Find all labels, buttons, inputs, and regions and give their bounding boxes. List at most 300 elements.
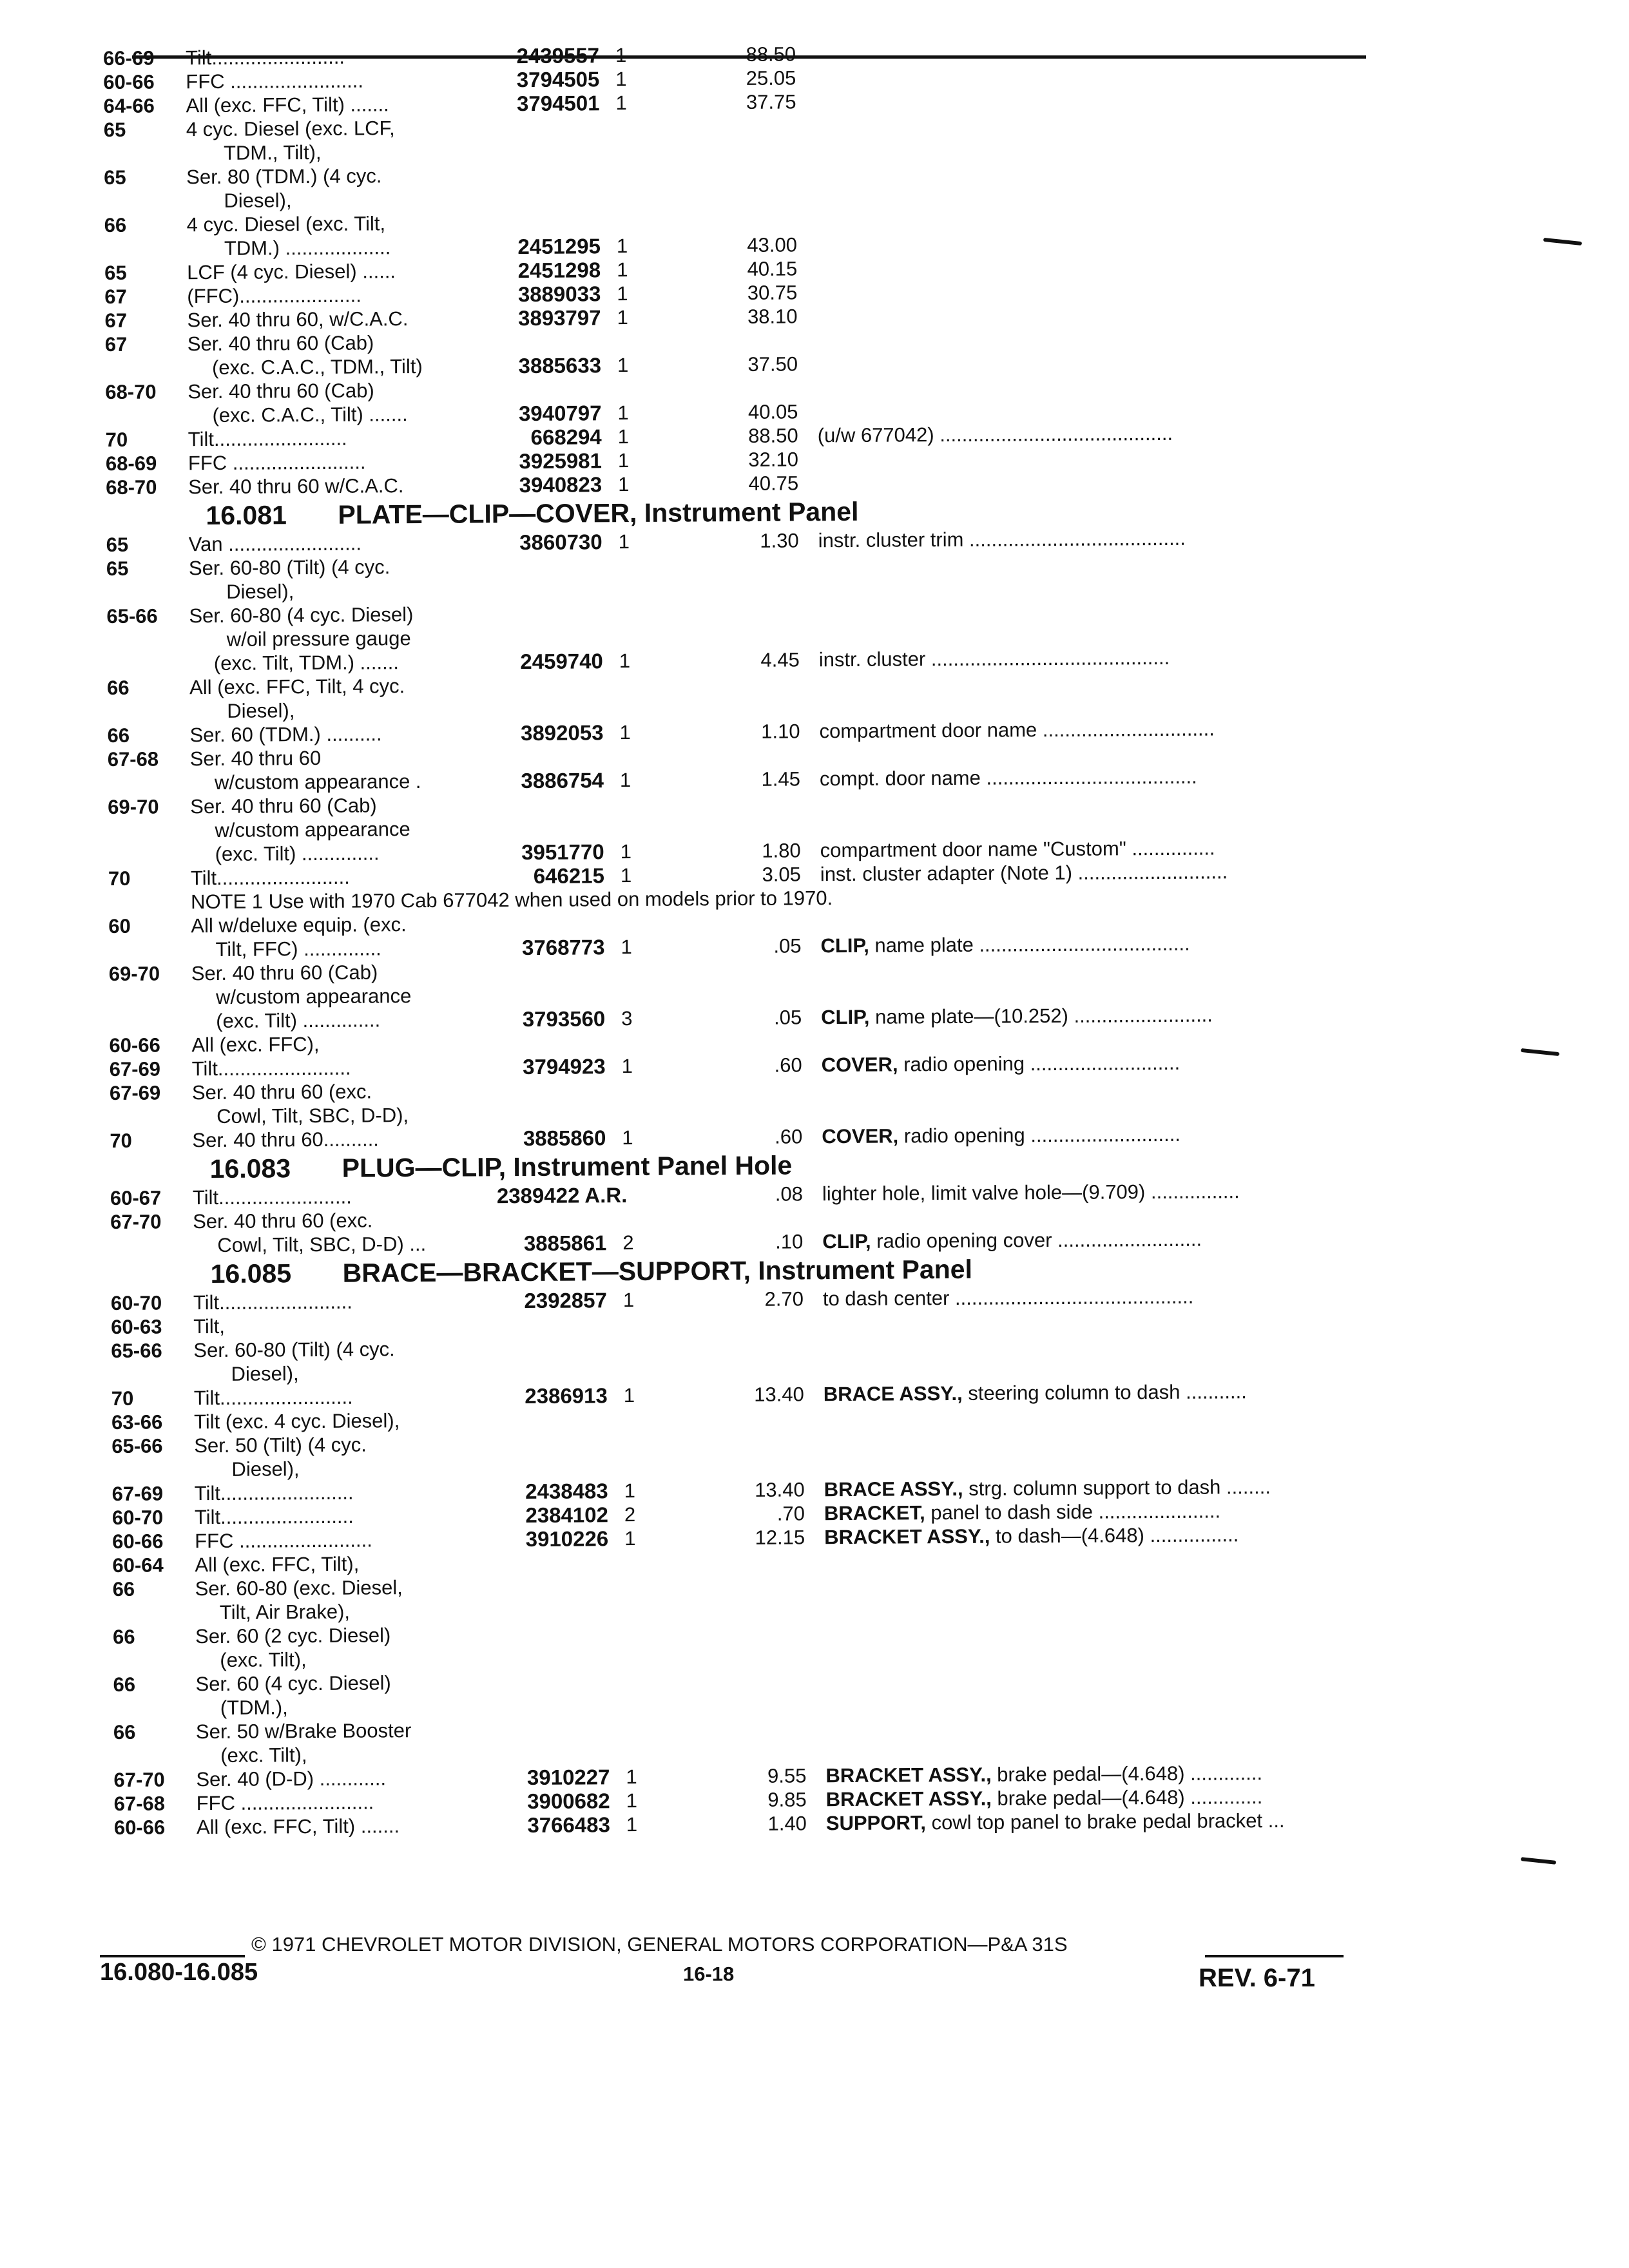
model-years: 66 bbox=[112, 1625, 135, 1648]
model-years: 63-66 bbox=[111, 1410, 163, 1434]
remarks bbox=[826, 1784, 1374, 1811]
model-years: 66 bbox=[106, 676, 130, 699]
section-number: 16.083 bbox=[209, 1153, 291, 1184]
remark-text: compartment door name "Custom" ............... bbox=[820, 836, 1215, 862]
remark-text: lighter hole, limit valve hole—(9.709) ................ bbox=[822, 1180, 1240, 1206]
quantity: 1 bbox=[626, 1765, 637, 1789]
model-years bbox=[110, 1104, 187, 1105]
remark-text: inst. cluster adapter (Note 1) ........................... bbox=[820, 860, 1228, 886]
part-number: 3925981 bbox=[519, 448, 602, 474]
description: Tilt........................ bbox=[188, 427, 347, 451]
price: 1.40 bbox=[767, 1812, 807, 1835]
model-years: 66 bbox=[113, 1720, 136, 1744]
part-number: 3940797 bbox=[518, 401, 602, 426]
description: TDM., Tilt), bbox=[223, 140, 322, 164]
model-years: 67-69 bbox=[109, 1057, 161, 1081]
remark-text: panel to dash side ...................... bbox=[925, 1499, 1221, 1524]
remarks bbox=[821, 1002, 1369, 1029]
section-number: 16.081 bbox=[206, 500, 287, 531]
price bbox=[699, 1100, 802, 1101]
part-name: BRACKET ASSY., bbox=[825, 1763, 992, 1787]
description: Ser. 40 (D-D) ............ bbox=[196, 1767, 387, 1791]
part-number: 3886754 bbox=[521, 768, 604, 793]
description: Ser. 40 thru 60 (exc. bbox=[191, 1080, 372, 1104]
footer-rule-left bbox=[100, 1955, 245, 1957]
page-footer bbox=[100, 1933, 1344, 2010]
note-text: NOTE 1 Use with 1970 Cab 677042 when used on models prior to 1970. bbox=[191, 887, 833, 914]
description: (exc. C.A.C., TDM., Tilt) bbox=[211, 354, 423, 379]
price bbox=[696, 576, 799, 577]
price: .60 bbox=[775, 1125, 803, 1148]
remarks bbox=[818, 525, 1366, 552]
description: Tilt, FFC) .............. bbox=[215, 937, 381, 961]
price bbox=[700, 1334, 804, 1335]
price: 4.45 bbox=[760, 648, 800, 671]
model-years: 70 bbox=[108, 867, 131, 890]
remark-text: (u/w 677042) .......................................... bbox=[817, 421, 1173, 447]
price: 3.05 bbox=[762, 863, 801, 886]
price: 1.10 bbox=[761, 720, 800, 743]
model-years: 60-66 bbox=[103, 70, 155, 93]
model-years: 65-66 bbox=[111, 1339, 162, 1362]
remark-text: to dash—(4.648) ................ bbox=[990, 1523, 1239, 1548]
part-number: 3794505 bbox=[516, 67, 600, 92]
description: (exc. Tilt, TDM.) ....... bbox=[213, 651, 400, 675]
quantity: 3 bbox=[621, 1007, 633, 1030]
price bbox=[702, 1549, 805, 1550]
part-number: 3940823 bbox=[519, 472, 602, 497]
quantity: 1 bbox=[622, 1126, 633, 1149]
part-number: 2459740 bbox=[520, 649, 603, 674]
part-number: 2451295 bbox=[517, 234, 601, 259]
price bbox=[697, 814, 800, 815]
model-years: 68-69 bbox=[105, 452, 157, 475]
price: 38.10 bbox=[747, 305, 798, 328]
price bbox=[693, 113, 796, 114]
model-years: 60-66 bbox=[113, 1816, 166, 1839]
model-years bbox=[111, 1362, 188, 1363]
model-years bbox=[104, 141, 181, 142]
remarks bbox=[820, 835, 1368, 862]
model-years: 66 bbox=[113, 1673, 136, 1696]
description: Tilt........................ bbox=[193, 1385, 353, 1410]
description: FFC ........................ bbox=[188, 450, 366, 475]
remarks bbox=[820, 930, 1368, 957]
parts-block-16-080 bbox=[103, 39, 1369, 499]
remarks bbox=[823, 1283, 1371, 1311]
price bbox=[702, 1620, 805, 1621]
part-number: 3910227 bbox=[526, 1765, 610, 1790]
part-number: 3885633 bbox=[518, 353, 602, 378]
part-number: 3889033 bbox=[517, 282, 601, 307]
quantity: 1 bbox=[617, 306, 628, 329]
description: Ser. 50 w/Brake Booster bbox=[195, 1719, 412, 1744]
description: FFC ........................ bbox=[196, 1791, 374, 1815]
part-name: BRACKET ASSY., bbox=[825, 1787, 992, 1811]
price: 37.75 bbox=[746, 90, 796, 113]
description: Tilt........................ bbox=[194, 1481, 354, 1505]
model-years bbox=[104, 236, 182, 237]
part-number: 3885861 bbox=[523, 1231, 607, 1256]
description: (exc. Tilt), bbox=[220, 1744, 307, 1767]
part-name: BRACKET, bbox=[824, 1501, 925, 1525]
remark-text: radio opening cover .......................... bbox=[871, 1227, 1202, 1253]
section-range: 16.080-16.085 bbox=[100, 1959, 258, 1986]
price bbox=[699, 957, 802, 958]
price: .05 bbox=[773, 934, 802, 957]
price: 30.75 bbox=[747, 281, 798, 304]
price bbox=[699, 981, 802, 982]
model-years: 70 bbox=[110, 1129, 132, 1152]
quantity: 1 bbox=[618, 473, 630, 496]
quantity: 1 bbox=[615, 44, 627, 67]
model-years bbox=[106, 580, 184, 581]
description: Tilt........................ bbox=[190, 865, 350, 890]
part-name: COVER, bbox=[822, 1124, 899, 1148]
quantity: 1 bbox=[618, 530, 630, 553]
footer-rule-right bbox=[1205, 1955, 1344, 1957]
model-years bbox=[110, 1233, 188, 1234]
quantity: 1 bbox=[622, 1289, 635, 1312]
remarks bbox=[819, 716, 1367, 743]
price bbox=[696, 600, 799, 601]
parts-block-16-083 bbox=[110, 1178, 1374, 1258]
quantity: 1 bbox=[615, 68, 627, 91]
price: 13.40 bbox=[754, 1383, 804, 1406]
description: w/custom appearance . bbox=[214, 770, 421, 794]
part-name: CLIP, bbox=[820, 934, 869, 957]
section-title: BRACE—BRACKET—SUPPORT, Instrument Panel bbox=[342, 1254, 973, 1288]
quantity: 1 bbox=[619, 769, 631, 792]
description: (exc. C.A.C., Tilt) ....... bbox=[212, 403, 408, 427]
model-years bbox=[109, 985, 186, 986]
model-years: 65 bbox=[103, 118, 126, 141]
part-number: 3910226 bbox=[525, 1526, 609, 1552]
quantity: 1 bbox=[616, 235, 628, 258]
description: Tilt........................ bbox=[191, 1056, 351, 1081]
description: Ser. 40 thru 60 (Cab) bbox=[190, 794, 377, 818]
description: Ser. 40 thru 60, w/C.A.C. bbox=[187, 307, 409, 332]
remarks bbox=[824, 1474, 1372, 1501]
part-name: BRACE ASSY., bbox=[823, 1381, 963, 1406]
part-number: 2386913 bbox=[525, 1383, 608, 1408]
description: LCF (4 cyc. Diesel) ...... bbox=[187, 260, 396, 284]
remarks bbox=[824, 1498, 1372, 1525]
price bbox=[693, 161, 796, 162]
model-years bbox=[109, 1009, 186, 1010]
quantity: 1 bbox=[620, 864, 632, 887]
remark-text: instr. cluster ........................................... bbox=[818, 646, 1170, 671]
price: 88.50 bbox=[746, 43, 796, 66]
remark-text: brake pedal—(4.648) ............. bbox=[991, 1785, 1263, 1810]
description: Tilt........................ bbox=[193, 1290, 352, 1314]
description: FFC ........................ bbox=[186, 69, 364, 93]
part-number: 2438483 bbox=[525, 1479, 608, 1504]
model-years: 67-68 bbox=[107, 747, 159, 771]
quantity: 1 bbox=[624, 1479, 636, 1503]
description: Tilt........................ bbox=[194, 1504, 354, 1529]
description: 4 cyc. Diesel (exc. LCF, bbox=[186, 117, 395, 141]
model-years: 68-70 bbox=[106, 476, 157, 499]
parts-list-page bbox=[103, 39, 1377, 1840]
model-years: 65-66 bbox=[106, 604, 158, 628]
part-number: 3768773 bbox=[521, 935, 605, 960]
part-number: 3793560 bbox=[522, 1006, 606, 1032]
part-name: CLIP, bbox=[821, 1005, 870, 1029]
remarks bbox=[818, 420, 1365, 447]
model-years bbox=[107, 651, 184, 652]
description: Cowl, Tilt, SBC, D-D) ... bbox=[217, 1232, 427, 1256]
quantity: 1 bbox=[617, 354, 629, 377]
quantity: 2 bbox=[622, 1231, 634, 1254]
model-years: 67-70 bbox=[110, 1210, 162, 1233]
description: Diesel), bbox=[226, 580, 294, 603]
description: Diesel), bbox=[224, 189, 292, 212]
description: Tilt, bbox=[193, 1314, 226, 1338]
model-years: 67-69 bbox=[109, 1081, 161, 1104]
quantity: 1 bbox=[623, 1383, 635, 1407]
description: Ser. 40 thru 60 w/C.A.C. bbox=[188, 474, 404, 499]
part-number: 3860730 bbox=[519, 530, 602, 555]
description: Tilt (exc. 4 cyc. Diesel), bbox=[193, 1409, 400, 1434]
description: Ser. 40 thru 60 (exc. bbox=[193, 1209, 373, 1233]
punch-mark bbox=[1521, 1857, 1556, 1865]
description: Ser. 40 thru 60.......... bbox=[192, 1128, 379, 1152]
model-years bbox=[111, 1457, 189, 1458]
price bbox=[693, 137, 796, 138]
description: Diesel), bbox=[231, 1457, 300, 1481]
remark-text: to dash center ........................................... bbox=[822, 1285, 1194, 1311]
price: 40.75 bbox=[748, 472, 799, 495]
part-name: BRACKET ASSY., bbox=[824, 1524, 990, 1549]
part-number: 2439557 bbox=[516, 43, 600, 68]
description: Ser. 60-80 (exc. Diesel, bbox=[195, 1576, 403, 1600]
model-years: 60-67 bbox=[110, 1186, 162, 1209]
model-years: 60-70 bbox=[110, 1291, 162, 1314]
price: 32.10 bbox=[748, 448, 799, 471]
model-years: 67 bbox=[104, 332, 128, 356]
model-years: 65 bbox=[106, 557, 129, 580]
model-years: 69-70 bbox=[108, 962, 160, 985]
remarks bbox=[824, 1379, 1371, 1406]
remarks bbox=[822, 1226, 1370, 1253]
description: (FFC)...................... bbox=[187, 284, 361, 308]
parts-block-16-081 bbox=[106, 525, 1371, 890]
price: 1.45 bbox=[761, 767, 801, 791]
model-years: 67 bbox=[104, 309, 128, 332]
remark-text: compartment door name ............................... bbox=[819, 717, 1215, 743]
description: (TDM.), bbox=[220, 1696, 288, 1719]
description: All (exc. FFC), bbox=[191, 1032, 320, 1057]
price bbox=[701, 1406, 804, 1407]
model-years bbox=[107, 699, 184, 700]
quantity: 1 bbox=[626, 1789, 638, 1812]
parts-block-16-085 bbox=[111, 1283, 1377, 1840]
model-years: 66-69 bbox=[103, 46, 155, 70]
remark-text: name plate—(10.252) ......................... bbox=[869, 1003, 1213, 1028]
description: Diesel), bbox=[231, 1362, 299, 1385]
model-years: 60 bbox=[108, 914, 131, 937]
part-number: 3885860 bbox=[523, 1126, 606, 1151]
section-title: PLUG—CLIP, Instrument Panel Hole bbox=[342, 1150, 793, 1183]
remarks bbox=[824, 1522, 1372, 1549]
model-years bbox=[105, 403, 182, 404]
part-number: 3794923 bbox=[523, 1054, 606, 1079]
remark-text: strg. column support to dash ........ bbox=[963, 1475, 1271, 1500]
model-years: 67-69 bbox=[111, 1482, 164, 1505]
price bbox=[693, 185, 796, 186]
description: Ser. 60 (2 cyc. Diesel) bbox=[195, 1624, 391, 1648]
revision-label: REV. 6-71 bbox=[1199, 1964, 1315, 1992]
quantity: 1 bbox=[620, 840, 632, 863]
description: Diesel), bbox=[227, 699, 295, 722]
part-number: 2384102 bbox=[525, 1503, 609, 1528]
model-years: 67-68 bbox=[113, 1792, 166, 1815]
remarks bbox=[825, 1760, 1373, 1787]
quantity: 1 bbox=[617, 425, 630, 448]
section-title: PLATE—CLIP—COVER, Instrument Panel bbox=[338, 496, 859, 530]
price bbox=[699, 1029, 802, 1030]
punch-mark bbox=[1521, 1048, 1559, 1056]
model-years: 66 bbox=[104, 213, 127, 236]
remark-text: cowl top panel to brake pedal bracket ... bbox=[925, 1809, 1285, 1834]
remarks bbox=[822, 1050, 1369, 1077]
description: w/custom appearance bbox=[215, 818, 410, 841]
model-years: 65 bbox=[104, 166, 126, 189]
description: TDM.) ................... bbox=[224, 236, 391, 260]
model-years: 68-70 bbox=[105, 380, 157, 403]
description: Van ........................ bbox=[188, 532, 362, 556]
part-number: 646215 bbox=[533, 863, 604, 888]
price: 25.05 bbox=[746, 66, 796, 90]
model-years: 60-66 bbox=[112, 1530, 164, 1553]
description: Ser. 60-80 (Tilt) (4 cyc. bbox=[193, 1338, 395, 1362]
model-years: 67 bbox=[104, 285, 127, 308]
price bbox=[697, 695, 800, 696]
price bbox=[696, 552, 799, 553]
quantity: 1 bbox=[617, 401, 629, 425]
model-years: 70 bbox=[111, 1387, 134, 1410]
description: Ser. 40 thru 60 bbox=[189, 746, 322, 771]
model-years: 64-66 bbox=[103, 94, 155, 117]
model-years: 65 bbox=[106, 533, 129, 556]
quantity: 1 bbox=[621, 1055, 633, 1078]
part-number: 3893797 bbox=[517, 305, 601, 331]
description: Ser. 40 thru 60 (Cab) bbox=[188, 379, 374, 403]
price: .70 bbox=[776, 1502, 805, 1525]
description: Ser. 60-80 (Tilt) (4 cyc. bbox=[188, 555, 390, 580]
description: w/custom appearance bbox=[215, 985, 412, 1008]
remarks bbox=[819, 644, 1367, 671]
quantity: 1 bbox=[626, 1812, 638, 1836]
part-name: BRACE ASSY., bbox=[824, 1477, 963, 1501]
description: (exc. Tilt), bbox=[220, 1648, 307, 1671]
quantity: 1 bbox=[617, 282, 628, 305]
model-years: 66 bbox=[107, 724, 130, 747]
remark-text: brake pedal—(4.648) ............. bbox=[991, 1762, 1263, 1786]
price: .05 bbox=[774, 1006, 802, 1029]
description: All (exc. FFC, Tilt) ....... bbox=[196, 1814, 400, 1839]
remark-text: radio opening ........................... bbox=[898, 1051, 1181, 1076]
part-number: 3766483 bbox=[527, 1812, 610, 1838]
part-name: CLIP, bbox=[822, 1229, 871, 1253]
parts-block-16-081-cont bbox=[108, 907, 1373, 1153]
model-years bbox=[108, 842, 186, 843]
price: 40.15 bbox=[747, 257, 798, 280]
price bbox=[697, 671, 800, 672]
price: 43.00 bbox=[747, 233, 798, 256]
model-years bbox=[113, 1648, 190, 1649]
description: Ser. 40 thru 60 (Cab) bbox=[187, 331, 374, 356]
description: Ser. 60 (TDM.) .......... bbox=[189, 722, 382, 747]
quantity: 1 bbox=[617, 449, 630, 472]
description: 4 cyc. Diesel (exc. Tilt, bbox=[186, 212, 386, 236]
quantity: 1 bbox=[619, 721, 631, 744]
description: All w/deluxe equip. (exc. bbox=[191, 913, 407, 937]
copyright-line: © 1971 CHEVROLET MOTOR DIVISION, GENERAL MOTORS CORPORATION—P&A 31S bbox=[251, 1933, 1068, 1956]
price: 12.15 bbox=[755, 1526, 805, 1549]
quantity: 1 bbox=[617, 258, 628, 282]
description: Ser. 80 (TDM.) (4 cyc. bbox=[186, 164, 382, 189]
price bbox=[697, 743, 800, 744]
description: Ser. 60-80 (4 cyc. Diesel) bbox=[189, 603, 414, 628]
model-years bbox=[113, 1600, 190, 1601]
quantity: 1 bbox=[619, 649, 631, 673]
remark-text: compt. door name ...................................... bbox=[819, 765, 1197, 791]
quantity: 2 bbox=[624, 1503, 636, 1526]
description: All (exc. FFC, Tilt) ....... bbox=[186, 93, 389, 117]
price bbox=[702, 1668, 805, 1669]
description: All (exc. FFC, Tilt, 4 cyc. bbox=[189, 675, 405, 699]
model-years bbox=[108, 937, 186, 938]
description: Ser. 60 (4 cyc. Diesel) bbox=[195, 1671, 391, 1696]
model-years: 66 bbox=[112, 1577, 135, 1600]
price: .10 bbox=[775, 1230, 804, 1253]
price: 40.05 bbox=[747, 400, 798, 423]
description: Ser. 40 thru 60 (Cab) bbox=[191, 961, 378, 985]
remark-text: instr. cluster trim ....................................... bbox=[818, 526, 1186, 552]
part-number: 3900682 bbox=[527, 1789, 610, 1814]
model-years: 60-70 bbox=[111, 1506, 164, 1529]
remarks bbox=[826, 1808, 1374, 1835]
model-years: 60-64 bbox=[112, 1553, 164, 1577]
price bbox=[702, 1644, 805, 1645]
price: .60 bbox=[774, 1053, 802, 1077]
punch-mark bbox=[1543, 238, 1582, 245]
description: FFC ........................ bbox=[195, 1528, 372, 1553]
quantity: 1 bbox=[621, 936, 632, 959]
price: 88.50 bbox=[748, 424, 798, 447]
price: .08 bbox=[775, 1182, 804, 1206]
part-number: 2389422 A.R. bbox=[496, 1183, 628, 1208]
price: 9.55 bbox=[767, 1764, 807, 1787]
description: Ser. 50 (Tilt) (4 cyc. bbox=[194, 1433, 367, 1457]
remarks bbox=[822, 1121, 1369, 1148]
description: Tilt........................ bbox=[186, 45, 345, 70]
description: Cowl, Tilt, SBC, D-D), bbox=[217, 1104, 409, 1128]
price bbox=[700, 1358, 804, 1359]
part-number: 2392857 bbox=[524, 1288, 608, 1313]
description: Tilt, Air Brake), bbox=[219, 1600, 351, 1624]
remarks bbox=[815, 39, 1363, 42]
model-years: 65 bbox=[104, 261, 127, 284]
description: w/oil pressure gauge bbox=[226, 627, 411, 651]
model-years: 70 bbox=[105, 428, 128, 451]
remark-text: name plate ...................................... bbox=[869, 932, 1190, 957]
price: 1.30 bbox=[760, 529, 799, 552]
price bbox=[703, 1692, 806, 1693]
price: 2.70 bbox=[764, 1287, 804, 1311]
